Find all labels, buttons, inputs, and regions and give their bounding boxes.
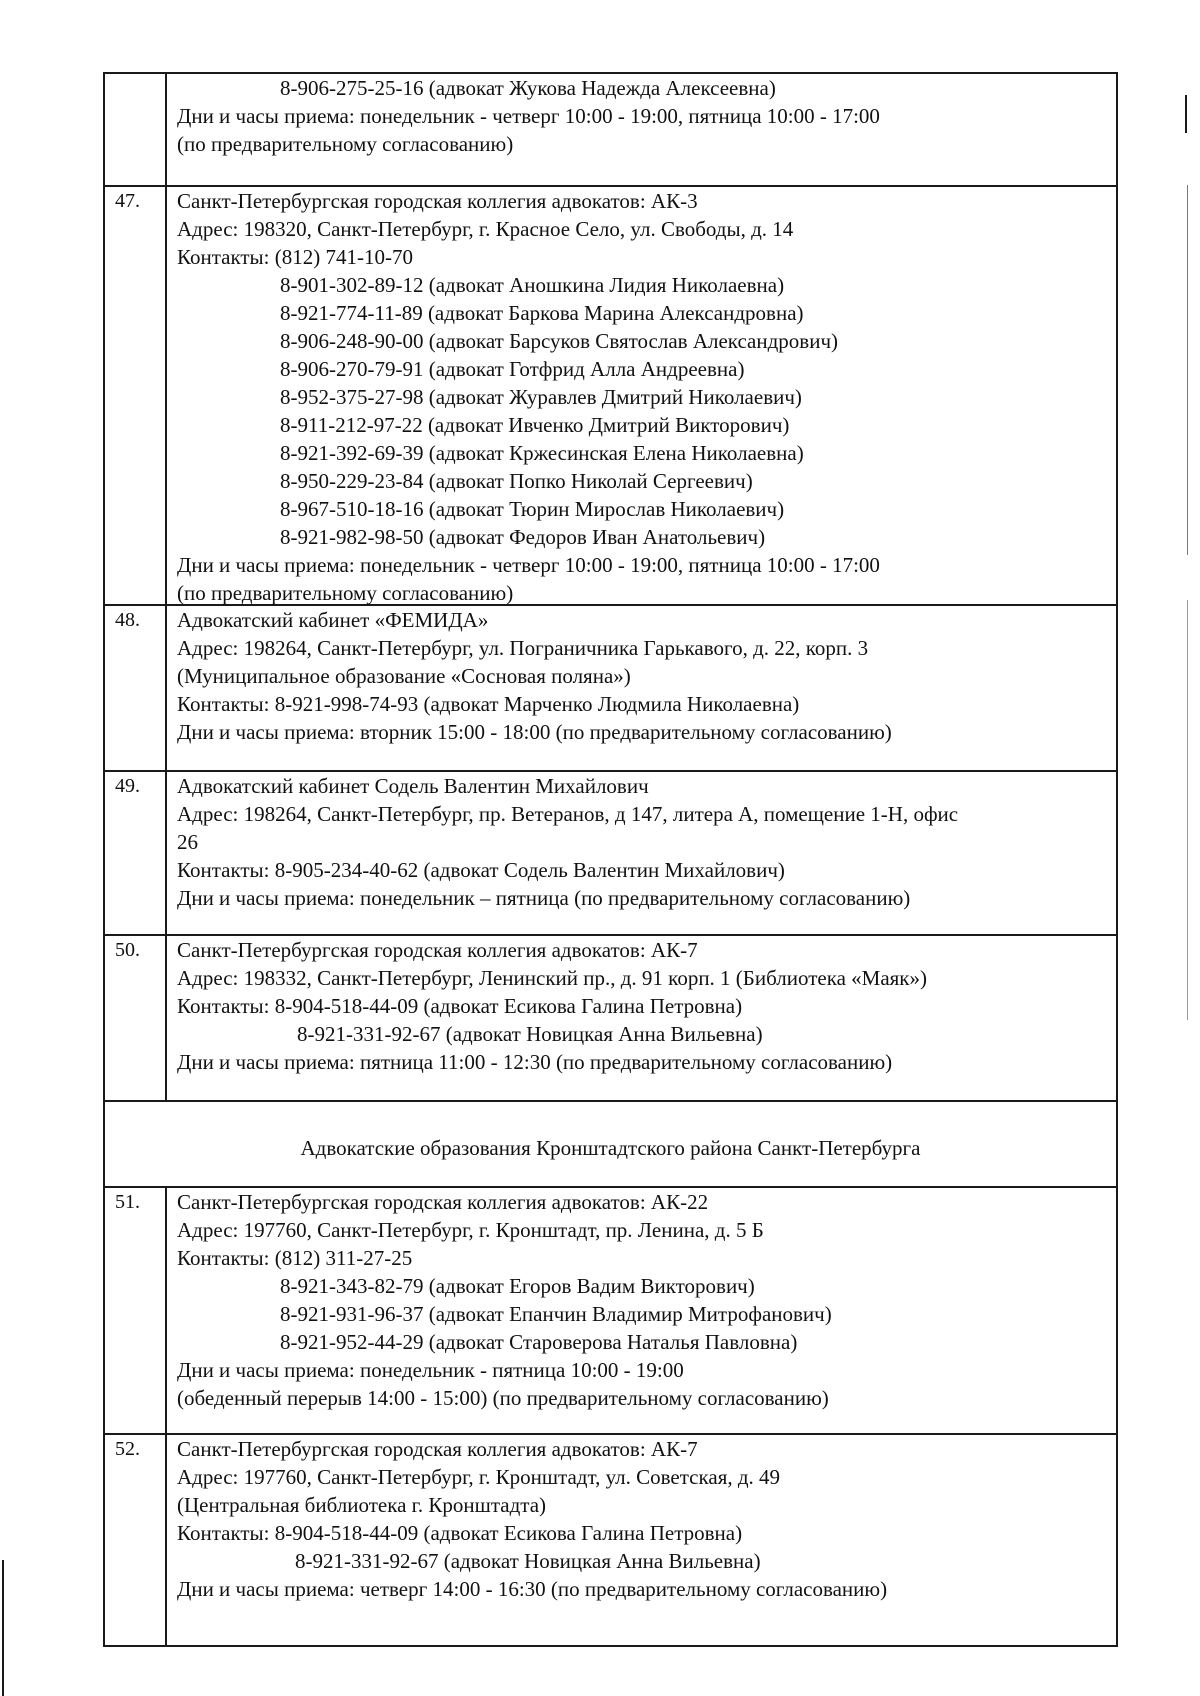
district-line: (Муниципальное образование «Сосновая поляна») (177, 664, 631, 688)
table-row-48 (105, 604, 1116, 770)
table-row-47 (105, 185, 1116, 604)
phone-line: 8-921-331-92-67 (адвокат Новицкая Анна Вильевна) (297, 1022, 763, 1046)
org-title: Санкт-Петербургская городская коллегия адвокатов: АК-22 (177, 1190, 709, 1214)
row-content-cell (167, 1188, 1116, 1433)
phone-line: 8-921-392-69-39 (адвокат Кржесинская Елена Николаевна) (280, 441, 804, 465)
phone-line: 8-906-248-90-00 (адвокат Барсуков Святослав Александрович) (280, 329, 838, 353)
address-line: Адрес: 197760, Санкт-Петербург, г. Кронштадт, ул. Советская, д. 49 (177, 1465, 781, 1489)
phone-line: 8-921-931-96-37 (адвокат Епанчин Владимир Митрофанович) (280, 1302, 832, 1326)
org-title: Санкт-Петербургская городская коллегия адвокатов: АК-3 (177, 189, 698, 213)
section-header-row (105, 1100, 1116, 1186)
row-content-cell (167, 606, 1116, 770)
hours-line: Дни и часы приема: вторник 15:00 - 18:00 (по предварительному согласованию) (177, 720, 892, 744)
phone-line: 8-921-331-92-67 (адвокат Новицкая Анна Вильевна) (295, 1549, 761, 1573)
row-number: 51. (105, 1188, 167, 1433)
table-row-50 (105, 934, 1116, 1100)
note-line: (обеденный перерыв 14:00 - 15:00) (по предварительному согласованию) (177, 1386, 829, 1410)
row-content-cell (167, 187, 1116, 604)
scan-edge-mark (1185, 95, 1187, 133)
address-line: Адрес: 198320, Санкт-Петербург, г. Красное Село, ул. Свободы, д. 14 (177, 217, 794, 241)
contacts-line: Контакты: 8-904-518-44-09 (адвокат Есикова Галина Петровна) (177, 1521, 743, 1545)
hours-line: Дни и часы приема: понедельник - четверг 10:00 - 19:00, пятница 10:00 - 17:00 (177, 104, 880, 128)
contacts-line: Контакты: 8-904-518-44-09 (адвокат Есикова Галина Петровна) (177, 994, 743, 1018)
row-content-cell (167, 772, 1116, 934)
contacts-line: Контакты: 8-905-234-40-62 (адвокат Содель Валентин Михайлович) (177, 858, 785, 882)
note-line: (по предварительному согласованию) (177, 581, 514, 605)
phone-line: 8-921-952-44-29 (адвокат Староверова Наталья Павловна) (280, 1330, 798, 1354)
org-title: Санкт-Петербургская городская коллегия адвокатов: АК-7 (177, 1437, 698, 1461)
row-content-cell (167, 74, 1116, 185)
phone-line: 8-906-275-25-16 (адвокат Жукова Надежда Алексеевна) (280, 76, 776, 100)
table-row-52 (105, 1433, 1116, 1645)
phone-line: 8-921-982-98-50 (адвокат Федоров Иван Анатольевич) (280, 525, 766, 549)
scan-edge-mark (1187, 600, 1188, 1020)
scan-edge-mark (1187, 185, 1188, 555)
library-line: (Центральная библиотека г. Кронштадта) (177, 1493, 547, 1517)
row-number-cell (105, 74, 167, 185)
address-line: Адрес: 198264, Санкт-Петербург, ул. Пограничника Гарькавого, д. 22, корп. 3 (177, 636, 869, 660)
contacts-line: Контакты: (812) 311-27-25 (177, 1246, 413, 1270)
hours-line: Дни и часы приема: понедельник - пятница 10:00 - 19:00 (177, 1358, 684, 1382)
hours-line: Дни и часы приема: пятница 11:00 - 12:30 (по предварительному согласованию) (177, 1050, 893, 1074)
row-content-cell (167, 936, 1116, 1100)
hours-line: Дни и часы приема: понедельник – пятница (по предварительному согласованию) (177, 886, 911, 910)
phone-line: 8-901-302-89-12 (адвокат Аношкина Лидия Николаевна) (280, 273, 785, 297)
table-row-continuation (105, 74, 1116, 185)
scan-edge-mark (2, 1560, 4, 1696)
phone-line: 8-967-510-18-16 (адвокат Тюрин Мирослав Николаевич) (280, 497, 785, 521)
row-number: 48. (105, 606, 167, 770)
phone-line: 8-950-229-23-84 (адвокат Попко Николай Сергеевич) (280, 469, 753, 493)
row-number: 52. (105, 1435, 167, 1645)
section-title: Адвокатские образования Кронштадтского района Санкт-Петербурга (300, 1136, 921, 1160)
phone-line: 8-911-212-97-22 (адвокат Ивченко Дмитрий Викторович) (280, 413, 790, 437)
row-number: 47. (105, 187, 167, 604)
phone-line: 8-921-343-82-79 (адвокат Егоров Вадим Викторович) (280, 1274, 755, 1298)
contacts-line: Контакты: 8-921-998-74-93 (адвокат Марченко Людмила Николаевна) (177, 692, 800, 716)
table-row-51 (105, 1186, 1116, 1433)
org-title: Адвокатский кабинет Содель Валентин Михайлович (177, 774, 649, 798)
address-line: Адрес: 198264, Санкт-Петербург, пр. Ветеранов, д 147, литера А, помещение 1-Н, офис (177, 802, 959, 826)
phone-line: 8-906-270-79-91 (адвокат Готфрид Алла Андреевна) (280, 357, 745, 381)
row-number: 49. (105, 772, 167, 934)
address-line: Адрес: 198332, Санкт-Петербург, Ленинский пр., д. 91 корп. 1 (Библиотека «Маяк») (177, 966, 928, 990)
org-title: Санкт-Петербургская городская коллегия адвокатов: АК-7 (177, 938, 698, 962)
org-title: Адвокатский кабинет «ФЕМИДА» (177, 608, 489, 632)
row-content-cell (167, 1435, 1116, 1645)
table-row-49 (105, 770, 1116, 934)
phone-line: 8-921-774-11-89 (адвокат Баркова Марина Александровна) (280, 301, 804, 325)
note-line: (по предварительному согласованию) (177, 132, 514, 156)
contacts-line: Контакты: (812) 741-10-70 (177, 245, 413, 269)
phone-line: 8-952-375-27-98 (адвокат Журавлев Дмитрий Николаевич) (280, 385, 802, 409)
hours-line: Дни и часы приема: четверг 14:00 - 16:30 (по предварительному согласованию) (177, 1577, 888, 1601)
address-line: Адрес: 197760, Санкт-Петербург, г. Кронштадт, пр. Ленина, д. 5 Б (177, 1218, 764, 1242)
address-line-cont: 26 (177, 830, 198, 854)
row-number: 50. (105, 936, 167, 1100)
legal-offices-table (103, 72, 1118, 1647)
hours-line: Дни и часы приема: понедельник - четверг 10:00 - 19:00, пятница 10:00 - 17:00 (177, 553, 880, 577)
